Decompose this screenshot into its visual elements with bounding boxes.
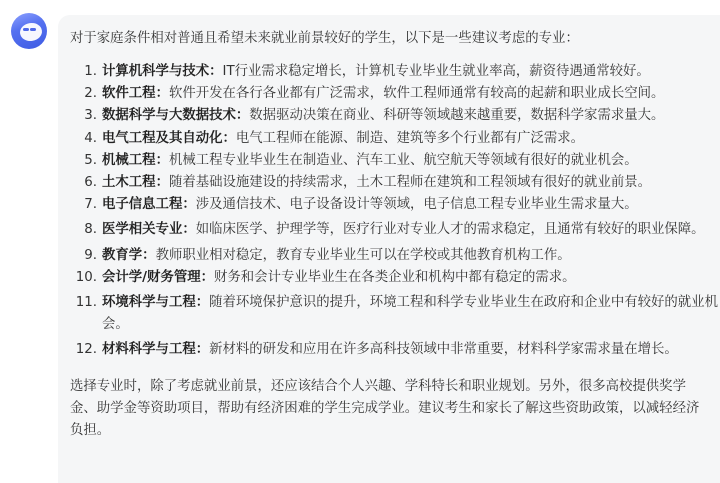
list-item bbox=[70, 172, 720, 194]
term-separator: ： bbox=[182, 222, 196, 238]
list-item bbox=[70, 292, 720, 336]
list-item-number: 3. bbox=[84, 108, 97, 124]
list-item-number: 11. bbox=[75, 295, 97, 311]
major-list bbox=[70, 61, 720, 362]
list-item-text bbox=[102, 194, 720, 216]
list-item bbox=[70, 105, 720, 127]
term-separator: ： bbox=[142, 247, 156, 263]
major-name: 数据科学与大数据技术 bbox=[102, 108, 236, 124]
list-item-text bbox=[102, 105, 720, 127]
major-description: 财务和会计专业毕业生在各类企业和机构中都有稳定的需求。 bbox=[214, 269, 576, 285]
list-item-text bbox=[102, 61, 720, 83]
list-item-text bbox=[102, 128, 720, 150]
list-item bbox=[70, 83, 720, 105]
list-item-text bbox=[102, 83, 720, 105]
major-name: 材料科学与工程 bbox=[102, 342, 196, 358]
major-name: 计算机科学与技术 bbox=[102, 64, 210, 79]
list-item-text bbox=[102, 219, 720, 241]
assistant-message-bubble bbox=[58, 15, 720, 483]
list-item bbox=[70, 219, 720, 241]
list-item-number: 2. bbox=[84, 86, 97, 102]
major-description: 电气工程师在能源、制造、建筑等多个行业都有广泛需求。 bbox=[235, 130, 585, 146]
term-separator: ： bbox=[155, 86, 169, 102]
term-separator: ： bbox=[155, 175, 169, 191]
term-separator: ： bbox=[182, 197, 196, 213]
major-name: 教育学 bbox=[102, 247, 143, 263]
major-description: 数据驱动决策在商业、科研等领域越来越重要，数据科学家需求量大。 bbox=[249, 108, 665, 124]
list-item-text bbox=[102, 292, 720, 336]
major-description: 机械工程专业毕业生在制造业、汽车工业、航空航天等领域有很好的就业机会。 bbox=[168, 152, 638, 168]
list-item bbox=[70, 339, 720, 361]
list-item-text bbox=[102, 245, 720, 267]
major-name: 电气工程及其自动化 bbox=[102, 130, 223, 146]
major-name: 土木工程 bbox=[102, 175, 156, 191]
list-item-text bbox=[102, 267, 720, 289]
list-item-number: 12. bbox=[75, 342, 97, 358]
major-name: 软件工程 bbox=[102, 86, 156, 102]
list-item bbox=[70, 245, 720, 267]
term-separator: ： bbox=[209, 64, 223, 79]
list-item bbox=[70, 150, 720, 172]
list-item bbox=[70, 128, 720, 150]
list-item-text bbox=[102, 339, 720, 361]
list-item bbox=[70, 194, 720, 216]
list-item-number: 5. bbox=[84, 152, 97, 168]
term-separator: ： bbox=[195, 295, 210, 311]
major-name: 会计学/财务管理 bbox=[102, 269, 201, 285]
term-separator: ： bbox=[235, 108, 250, 124]
major-description: 如临床医学、护理学等，医疗行业对专业人才的需求稳定，且通常有较好的职业保障。 bbox=[195, 222, 705, 238]
major-name: 机械工程 bbox=[102, 152, 156, 168]
list-item-text bbox=[102, 172, 720, 194]
major-description: 涉及通信技术、电子设备设计等领域，电子信息工程专业毕业生需求量大。 bbox=[195, 197, 638, 213]
assistant-avatar-icon bbox=[11, 13, 47, 49]
list-item-number: 4. bbox=[84, 130, 97, 146]
major-name: 医学相关专业 bbox=[102, 222, 183, 238]
list-item bbox=[70, 61, 720, 83]
term-separator: ： bbox=[195, 342, 210, 358]
list-item-number: 7. bbox=[84, 197, 97, 213]
term-separator: ： bbox=[222, 130, 236, 146]
major-description: 教师职业相对稳定，教育专业毕业生可以在学校或其他教育机构工作。 bbox=[155, 247, 571, 263]
message-intro: 对于家庭条件相对普通且希望未来就业前景较好的学生，以下是一些建议考虑的专业： bbox=[70, 31, 579, 46]
major-name: 环境科学与工程 bbox=[102, 295, 196, 311]
major-description: 软件开发在各行各业都有广泛需求，软件工程师通常有较高的起薪和职业成长空间。 bbox=[168, 86, 665, 102]
message-outro: 选择专业时，除了考虑就业前景，还应该结合个人兴趣、学科特长和职业规划。另外，很多高校提供奖学金、助学金等资助项目，帮助有经济困难的学生完成学业。建议考生和家长了解这些资助政策，以减轻经济负担。 bbox=[70, 378, 700, 439]
list-item bbox=[70, 267, 720, 289]
list-item-number: 8. bbox=[84, 222, 97, 238]
major-description: 新材料的研发和应用在许多高科技领域中非常重要，材料科学家需求量在增长。 bbox=[209, 342, 678, 358]
major-description: 随着基础设施建设的持续需求，土木工程师在建筑和工程领域有很好的就业前景。 bbox=[168, 175, 652, 191]
list-item-number: 9. bbox=[84, 247, 97, 263]
major-name: 电子信息工程 bbox=[102, 197, 183, 213]
major-description: IT行业需求稳定增长，计算机专业毕业生就业率高，薪资待遇通常较好。 bbox=[222, 64, 650, 79]
list-item-number: 6. bbox=[84, 175, 97, 191]
term-separator: ： bbox=[155, 152, 169, 168]
list-item-number: 1. bbox=[84, 64, 97, 79]
term-separator: ： bbox=[200, 269, 215, 285]
list-item-number: 10. bbox=[75, 269, 97, 285]
major-description: 随着环境保护意识的提升，环境工程和科学专业毕业生在政府和企业中有较好的就业机会。 bbox=[102, 295, 718, 333]
list-item-text bbox=[102, 150, 720, 172]
